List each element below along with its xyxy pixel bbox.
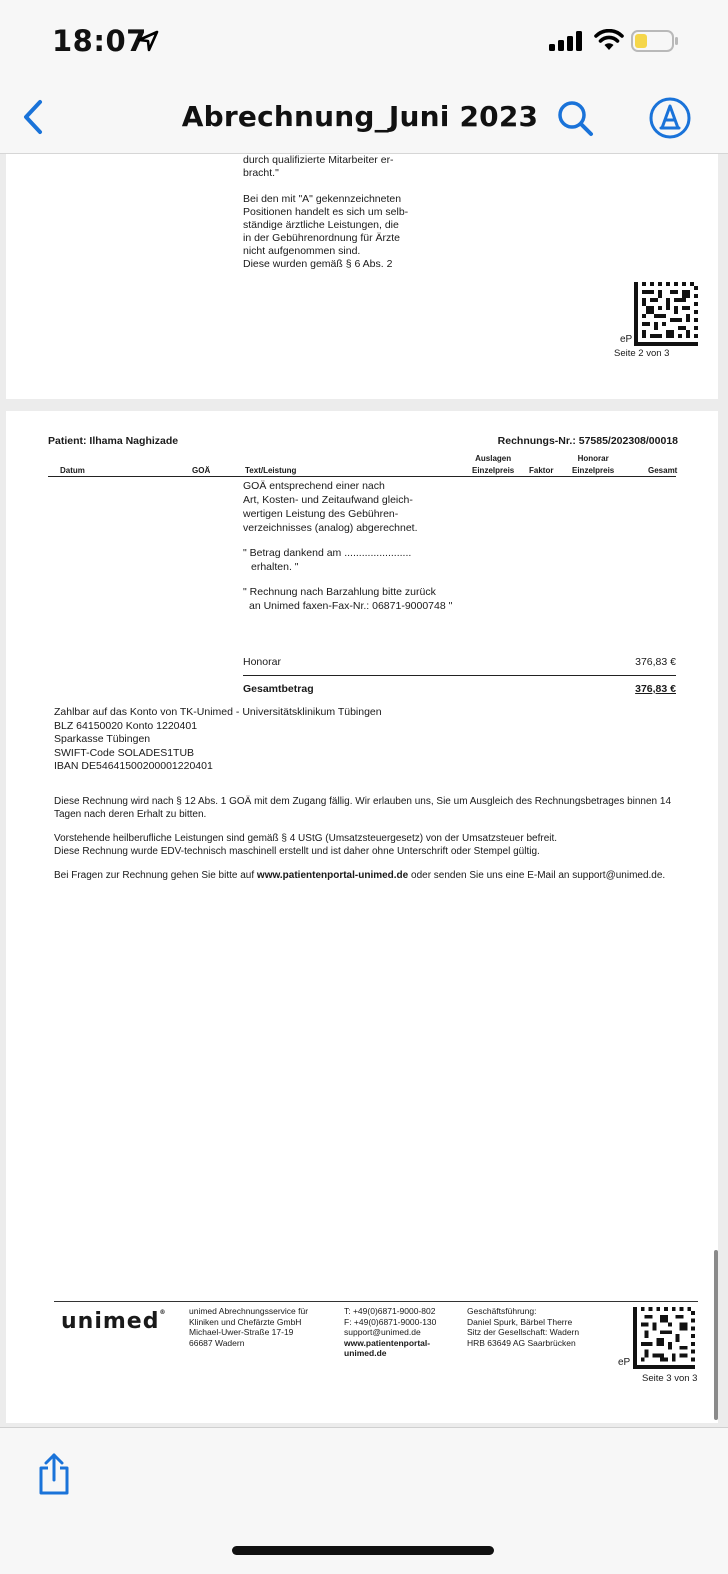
navigation-bar [0,80,728,154]
ep-label: eP [618,1357,631,1368]
total-label: Gesamtbetrag [243,683,314,695]
footer-contact: T: +49(0)6871-9000-802 F: +49(0)6871-9000-130 support@unimed.de www.patientenportal- unimed.de [344,1306,437,1358]
total-value: 376,83 € [635,683,676,695]
due-date-note: Diese Rechnung wird nach § 12 Abs. 1 GOÄ mit dem Zugang fällig. Wir erlauben uns, Sie um Ausgleich des Rechnungsbetrages binnen 14 Tagen nach deren Erhalt zu bitten. [54,796,672,820]
wifi-icon [594,29,624,51]
invoice-number: Rechnungs-Nr.: 57585/202308/00018 [497,435,678,447]
bank-details: Zahlbar auf das Konto von TK-Unimed - Universitätsklinikum Tübingen BLZ 64150020 Konto 1220401 Sparkasse Tübingen SWIFT-Code SOLADES1TUB IBAN DE54641500200001220401 [54,706,382,772]
column-header-honorar: Honorar Einzelpreis [572,454,615,475]
pdf-page-3 [6,411,718,1423]
column-header-faktor: Faktor [529,466,554,475]
page-number-label: Seite 2 von 3 [614,348,670,359]
column-header-datum: Datum [60,466,85,475]
honorar-value: 376,83 € [635,656,676,668]
column-header-goae: GOÄ [192,466,211,475]
sum-divider [243,675,676,676]
footer-divider [54,1301,698,1302]
total-row [243,683,676,695]
share-icon[interactable] [36,1452,72,1496]
text-line: Bei den mit "A" gekennzeichneten [243,193,402,205]
datamatrix-code [632,1307,696,1369]
page-number-label: Seite 3 von 3 [642,1373,698,1384]
column-header-text: Text/Leistung [245,466,297,475]
bottom-toolbar [0,1427,728,1574]
text-line: bracht." [243,167,279,179]
cellular-signal-icon [549,31,583,51]
column-header-auslagen: Auslagen Einzelpreis [472,454,515,475]
markup-pen-icon[interactable] [649,97,691,139]
unimed-logo: unimed® [61,1309,167,1334]
footer-management: Geschäftsführung: Daniel Spurk, Bärbel Therre Sitz der Gesellschaft: Wadern HRB 63649 AG Saarbrücken [467,1306,580,1348]
text-line: Diese wurden gemäß § 6 Abs. 2 [243,258,393,270]
text-line: nicht aufgenommen sind. [243,245,361,257]
pdf-page-2 [6,154,718,399]
status-time: 18:07 [52,24,147,58]
chevron-left-icon[interactable] [18,98,48,136]
contact-note: Bei Fragen zur Rechnung gehen Sie bitte auf www.patientenportal-unimed.de oder senden Sie uns eine E-Mail an support@unimed.de. [54,870,666,881]
service-description: GOÄ entsprechend einer nach Art, Kosten- und Zeitaufwand gleich- wertigen Leistung des Gebühren- verzeichnisses (analog) abgerechnet. [243,480,418,534]
payment-received-note: " Betrag dankend am ....................... erhalten. " [243,547,412,573]
header-divider [48,476,676,477]
document-title: Abrechnung_Juni 2023 [181,100,539,133]
text-line: ständige ärztliche Leistungen, die [243,219,399,231]
ep-label: eP [620,334,633,345]
honorar-label: Honorar [243,656,281,668]
location-arrow-icon [137,30,159,52]
home-indicator[interactable] [232,1546,494,1555]
portal-link[interactable]: www.patientenportal-unimed.de [256,870,409,881]
text-line: in der Gebührenordnung für Ärzte [243,232,401,244]
prev-page-text [243,154,443,271]
tax-note: Vorstehende heilberufliche Leistungen sind gemäß § 4 UStG (Umsatzsteuergesetz) von der Umsatzsteuer befreit. Diese Rechnung wurde EDV-technisch maschinell erstellt und ist daher ohne Unterschrift oder Stempel gültig. [54,833,558,857]
patient-name: Patient: Ilhama Naghizade [48,435,179,447]
footer-company: unimed Abrechnungsservice für Kliniken und Chefärzte GmbH Michael-Uwer-Straße 17-19 66687 Wadern [189,1306,309,1348]
datamatrix-code [634,282,698,346]
text-line: durch qualifizierte Mitarbeiter er- [243,154,394,166]
scroll-indicator[interactable] [714,1250,718,1420]
battery-low-icon [631,30,679,52]
column-header-gesamt: Gesamt [648,466,678,475]
text-line: Positionen handelt es sich um selb- [243,206,409,218]
fax-note: " Rechnung nach Barzahlung bitte zurück an Unimed faxen-Fax-Nr.: 06871-9000748 " [243,586,453,612]
status-bar [0,0,728,80]
search-icon[interactable] [555,98,595,138]
honorar-row [243,656,676,668]
